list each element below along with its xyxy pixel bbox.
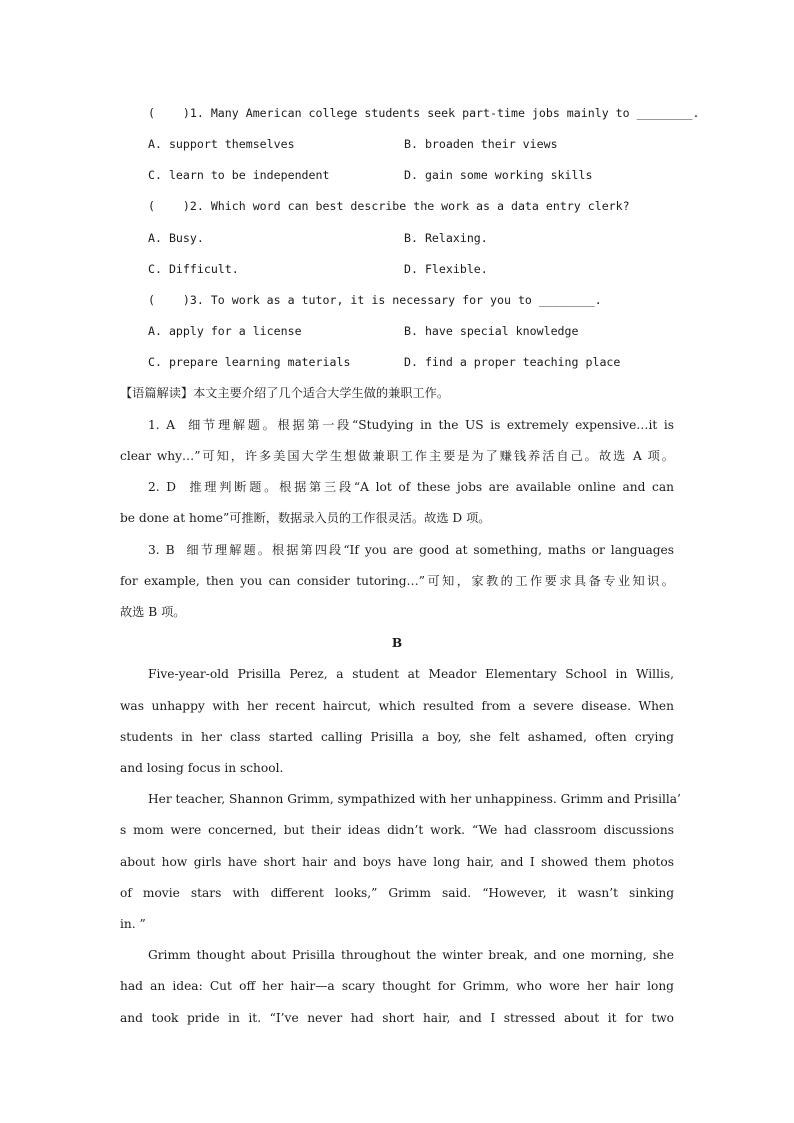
section-title: B bbox=[391, 636, 403, 650]
passage-line: in. ” bbox=[120, 917, 146, 931]
passage-line: students in her class started calling Prisilla a boy, she felt ashamed, often crying bbox=[120, 730, 674, 744]
passage-line: and losing focus in school. bbox=[120, 761, 284, 775]
q2-option-b: B. Relaxing. bbox=[404, 231, 488, 245]
passage-line: s mom were concerned, but their ideas didn’t work. “We had classroom discussions bbox=[120, 823, 674, 837]
passage-line: Her teacher, Shannon Grimm, sympathized with her unhappiness. Grimm and Prisilla’ bbox=[148, 792, 681, 806]
passage-line: Five-year-old Prisilla Perez, a student at Meador Elementary School in Willis, bbox=[148, 667, 674, 681]
passage-line: of movie stars with different looks,” Grimm said. “However, it wasn’t sinking bbox=[120, 886, 674, 900]
answer-2-line-1: 2. D 推理判断题。根据第三段“A lot of these jobs are available online and can bbox=[148, 480, 674, 494]
question-3-stem: ( )3. To work as a tutor, it is necessary for you to ________. bbox=[148, 293, 602, 307]
q3-option-a: A. apply for a license bbox=[148, 324, 302, 338]
answer-1-line-2: clear why…”可知，许多美国大学生想做兼职工作主要是为了赚钱养活自己。故选 A 项。 bbox=[120, 449, 674, 463]
passage-line: about how girls have short hair and boys have long hair, and I showed them photos bbox=[120, 855, 674, 869]
passage-line: and took pride in it. “I’ve never had short hair, and I stressed about it for two bbox=[120, 1011, 674, 1025]
q1-option-b: B. broaden their views bbox=[404, 137, 558, 151]
q3-option-b: B. have special knowledge bbox=[404, 324, 579, 338]
q3-option-d: D. find a proper teaching place bbox=[404, 355, 621, 369]
question-2-stem: ( )2. Which word can best describe the work as a data entry clerk? bbox=[148, 199, 630, 213]
passage-line: was unhappy with her recent haircut, which resulted from a severe disease. When bbox=[120, 699, 674, 713]
q1-option-a: A. support themselves bbox=[148, 137, 295, 151]
answer-2-line-2: be done at home”可推断，数据录入员的工作很灵活。故选 D 项。 bbox=[120, 511, 491, 525]
q2-option-c: C. Difficult. bbox=[148, 262, 239, 276]
q1-option-d: D. gain some working skills bbox=[404, 168, 593, 182]
q1-option-c: C. learn to be independent bbox=[148, 168, 330, 182]
q3-option-c: C. prepare learning materials bbox=[148, 355, 351, 369]
analysis-heading: 【语篇解读】本文主要介绍了几个适合大学生做的兼职工作。 bbox=[120, 386, 450, 400]
question-1-stem: ( )1. Many American college students seek part-time jobs mainly to ________. bbox=[148, 106, 700, 120]
answer-3-line-2: for example, then you can consider tutoring…”可知，家教的工作要求具备专业知识。 bbox=[120, 574, 674, 588]
answer-1-line-1: 1. A 细节理解题。根据第一段“Studying in the US is extremely expensive…it is bbox=[148, 418, 674, 432]
q2-option-d: D. Flexible. bbox=[404, 262, 488, 276]
answer-3-line-1: 3. B 细节理解题。根据第四段“If you are good at something, maths or languages bbox=[148, 543, 674, 557]
q2-option-a: A. Busy. bbox=[148, 231, 204, 245]
passage-line: Grimm thought about Prisilla throughout the winter break, and one morning, she bbox=[148, 948, 674, 962]
answer-3-line-3: 故选 B 项。 bbox=[120, 605, 186, 619]
passage-line: had an idea: Cut off her hair—a scary thought for Grimm, who wore her hair long bbox=[120, 979, 674, 993]
